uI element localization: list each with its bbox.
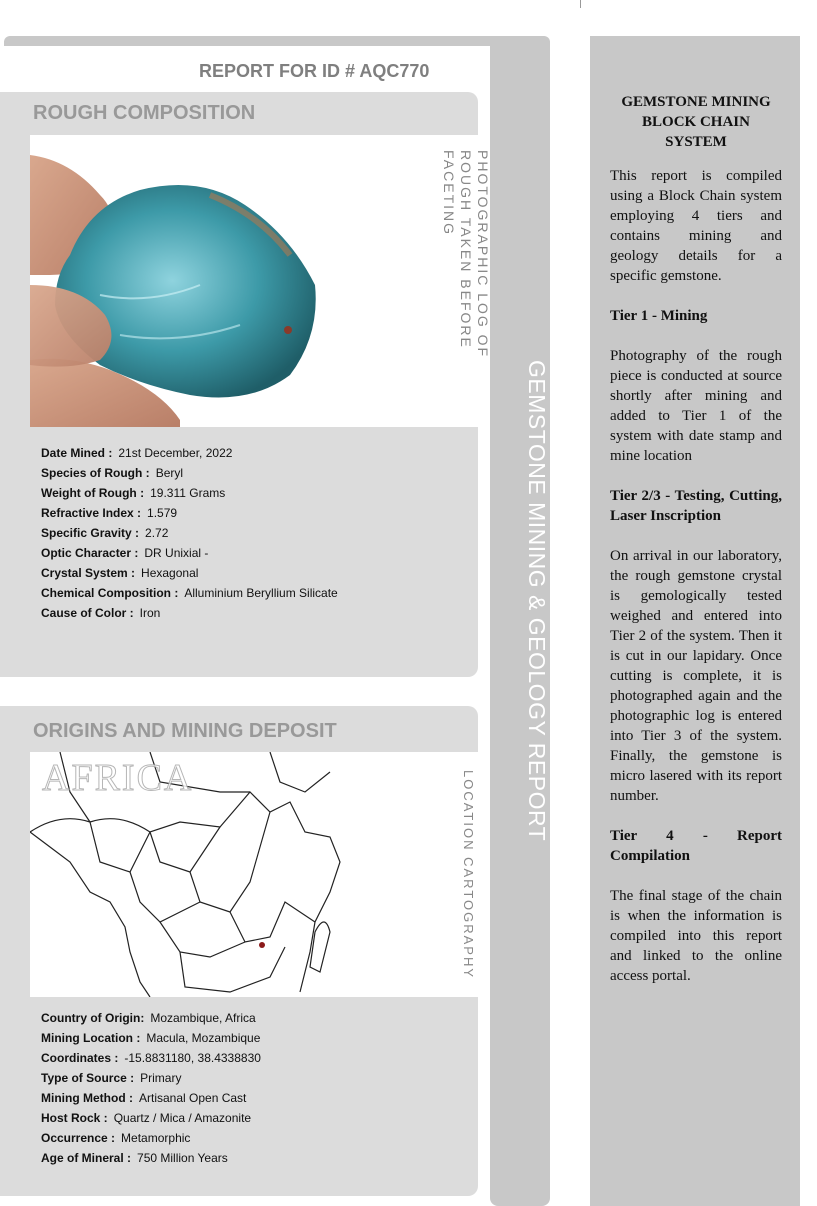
tier1-title: Tier 1 - Mining (610, 308, 708, 324)
header-bar (4, 36, 550, 46)
map-africa-label: AFRICA (42, 757, 194, 799)
list-item: Crystal System : Hexagonal (41, 566, 199, 580)
sidebar-content (610, 92, 782, 1006)
tier4-title: Tier 4 - Report Compilation (610, 828, 782, 864)
list-item: Optic Character : DR Unixial - (41, 546, 209, 560)
list-item: Mining Location : Macula, Mozambique (41, 1031, 261, 1045)
list-item: Chemical Composition : Alluminium Beryllium Silicate (41, 586, 338, 600)
list-item: Species of Rough : Beryl (41, 466, 184, 480)
list-item: Mining Method : Artisanal Open Cast (41, 1091, 247, 1105)
list-item: Specific Gravity : 2.72 (41, 526, 169, 540)
list-item: Host Rock : Quartz / Mica / Amazonite (41, 1111, 252, 1125)
rough-composition-title: ROUGH COMPOSITION (33, 102, 256, 124)
map-caption: LOCATION CARTOGRAPHY (461, 770, 476, 980)
list-item: Coordinates : -15.8831180, 38.4338830 (41, 1051, 261, 1065)
list-item: Age of Mineral : 750 Million Years (41, 1151, 228, 1165)
list-item: Weight of Rough : 19.311 Grams (41, 486, 226, 500)
top-divider (580, 0, 581, 8)
tier23-text: On arrival in our laboratory, the rough gemstone crystal is gemologically tested weighed and entered into Tier 2 of the system. Then it is cut in our lapidary. Once cutting is complete, it is photographed again and the photographic log is entered into Tier 3 of the system. Finally, the gemstone is micro lasered with its report number. (610, 548, 782, 804)
list-item: Type of Source : Primary (41, 1071, 182, 1085)
origins-details-list (41, 1008, 261, 1168)
tier23-title: Tier 2/3 - Testing, Cutting, Laser Inscription (610, 488, 782, 524)
tier1-text: Photography of the rough piece is conducted at source shortly after mining and added to Tier 1 of the system with date stamp and mine location (610, 348, 782, 464)
list-item: Refractive Index : 1.579 (41, 506, 178, 520)
origins-title: ORIGINS AND MINING DEPOSIT (33, 720, 337, 742)
sidebar-heading: GEMSTONE MINING BLOCK CHAIN SYSTEM (621, 94, 771, 150)
rough-details-list (41, 443, 338, 623)
list-item: Country of Origin: Mozambique, Africa (41, 1011, 256, 1025)
sidebar-intro: This report is compiled using a Block Chain system employing 4 tiers and contains mining and geology details for a specific gemstone. (610, 168, 782, 284)
rough-gemstone-photo (30, 135, 330, 427)
tier4-text: The final stage of the chain is when the information is compiled into this report and linked to the online access portal. (610, 888, 782, 984)
vertical-report-title: GEMSTONE MINING & GEOLOGY REPORT (524, 360, 550, 842)
list-item: Occurrence : Metamorphic (41, 1131, 191, 1145)
rough-photo-caption: PHOTOGRAPHIC LOG OF ROUGH TAKEN BEFORE FACETING (441, 150, 491, 359)
report-id: REPORT FOR ID # AQC770 (199, 61, 430, 81)
list-item: Date Mined : 21st December, 2022 (41, 446, 233, 460)
list-item: Cause of Color : Iron (41, 606, 161, 620)
